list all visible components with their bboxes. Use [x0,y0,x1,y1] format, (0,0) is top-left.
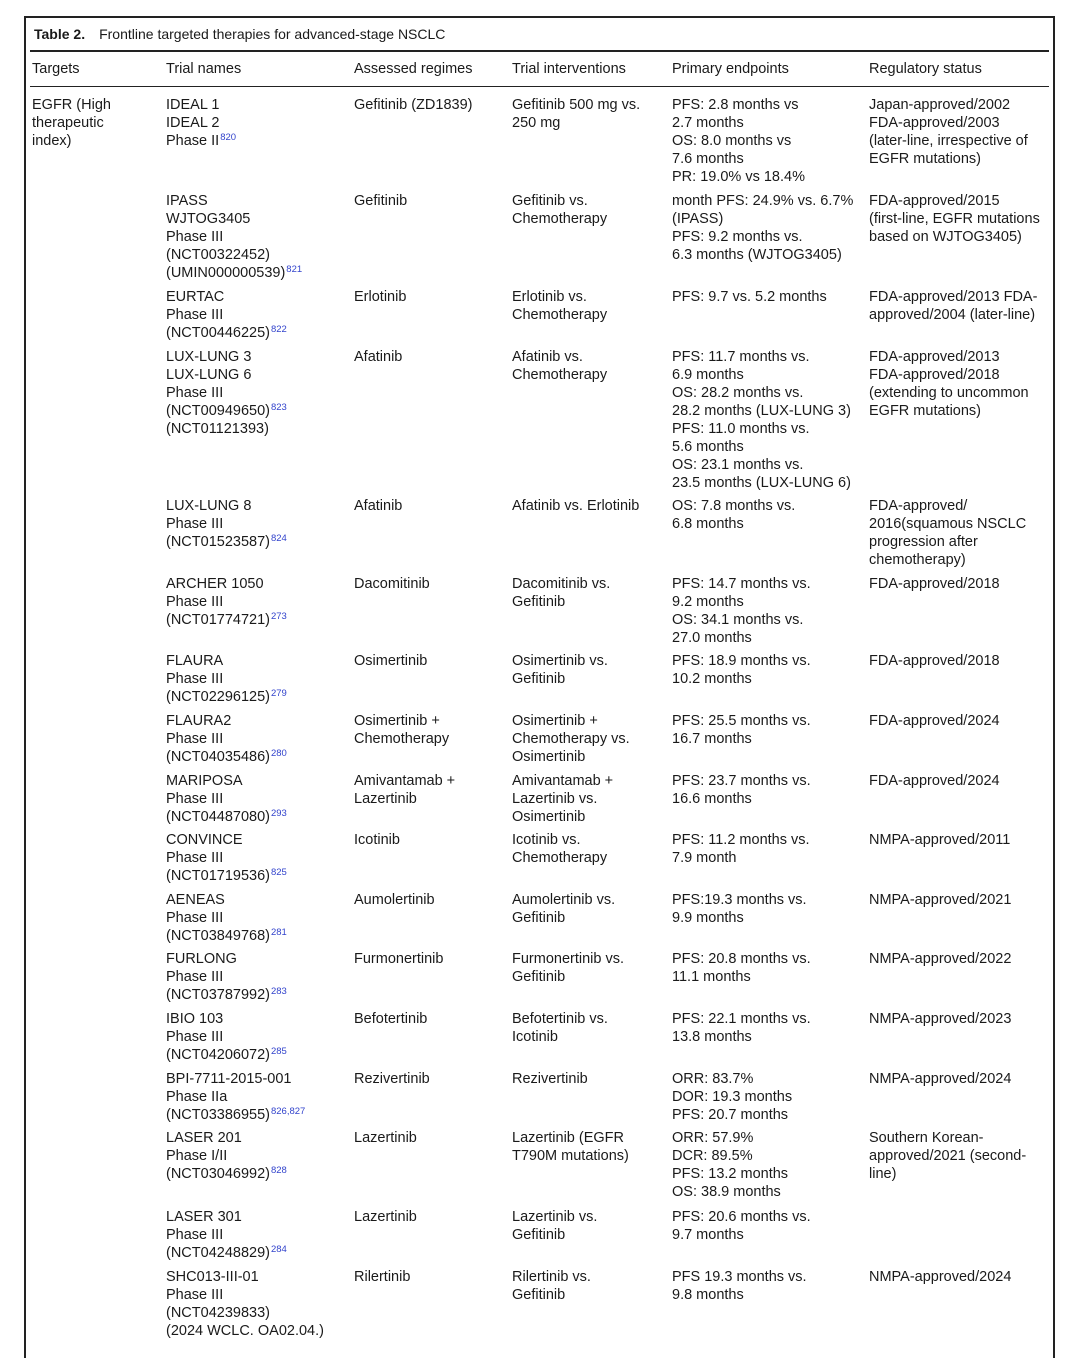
trial-name-cell: LASER 201 Phase I/II $(NCT03046992)^{828}$ [166,1130,287,1182]
primary-endpoints-cell: ORR: 83.7% DOR: 19.3 months PFS: 20.7 months [672,1071,793,1123]
trial-intervention-cell: Icotinib vs. Chemotherapy [512,832,608,866]
reference-superscript[interactable]: 281 [270,927,287,938]
trial-intervention-cell: Aumolertinib vs. Gefitinib [512,892,616,926]
primary-endpoints-cell: PFS: 11.2 months vs. 7.9 month [672,832,810,866]
trial-intervention-cell: Osimertinib vs. Gefitinib [512,653,608,687]
trial-name-cell: AENEAS Phase III $(NCT03849768)^{281}$ [166,892,287,944]
primary-endpoints-cell: PFS:19.3 months vs. 9.9 months [672,892,807,926]
trial-name-cell: EURTAC Phase III $(NCT00446225)^{822}$ [166,289,287,341]
assessed-regime-cell: Icotinib [354,832,400,848]
header-regulatory-status: Regulatory status [869,61,982,77]
trial-name-cell: BPI-7711-2015-001 Phase IIa $(NCT03386955)^{826,827}$ [166,1071,306,1123]
assessed-regime-cell: Aumolertinib [354,892,435,908]
trial-intervention-cell: Dacomitinib vs. Gefitinib [512,576,611,610]
assessed-regime-cell: Lazertinib [354,1130,417,1146]
regulatory-status-cell: NMPA-approved/2023 [869,1011,1012,1027]
header-trial-interventions: Trial interventions [512,61,626,77]
reference-superscript[interactable]: 823 [270,402,287,413]
assessed-regime-cell: Osimertinib [354,653,428,669]
assessed-regime-cell: Befotertinib [354,1011,428,1027]
primary-endpoints-cell: PFS: 18.9 months vs. 10.2 months [672,653,811,687]
primary-endpoints-cell: PFS 19.3 months vs. 9.8 months [672,1269,807,1303]
reference-superscript[interactable]: 283 [270,986,287,997]
trial-name-cell: IBIO 103 Phase III $(NCT04206072)^{285}$ [166,1011,287,1063]
primary-endpoints-cell: PFS: 25.5 months vs. 16.7 months [672,713,811,747]
top-rule [30,50,1049,52]
assessed-regime-cell: Amivantamab + Lazertinib [354,773,456,807]
primary-endpoints-cell: PFS: 2.8 months vs 2.7 months OS: 8.0 months vs 7.6 months PR: 19.0% vs 18.4% [672,97,805,185]
reference-superscript[interactable]: 293 [270,808,287,819]
regulatory-status-cell: FDA-approved/ 2016(squamous NSCLC progression after chemotherapy) [869,498,1027,568]
trial-name-cell: CONVINCE Phase III $(NCT01719536)^{825}$ [166,832,287,884]
reference-superscript[interactable]: 284 [270,1244,287,1255]
regulatory-status-cell: FDA-approved/2013 FDA- approved/2004 (later-line) [869,289,1038,323]
assessed-regime-cell: Gefitinib (ZD1839) [354,97,473,113]
regulatory-status-cell: FDA-approved/2015 (first-line, EGFR mutations based on WJTOG3405) [869,193,1040,245]
reference-superscript[interactable]: 820 [220,132,237,143]
reference-superscript[interactable]: 280 [270,748,287,759]
trial-name-cell: LUX-LUNG 3 LUX-LUNG 6 Phase III $(NCT00949650)^{823}$ (NCT01121393) [166,349,287,437]
regulatory-status-cell: NMPA-approved/2024 [869,1269,1012,1285]
regulatory-status-cell: NMPA-approved/2021 [869,892,1012,908]
trial-intervention-cell: Erlotinib vs. Chemotherapy [512,289,608,323]
trial-name-cell: LUX-LUNG 8 Phase III $(NCT01523587)^{824}$ [166,498,287,550]
assessed-regime-cell: Osimertinib + Chemotherapy [354,713,450,747]
primary-endpoints-cell: PFS: 14.7 months vs. 9.2 months OS: 34.1 months vs. 27.0 months [672,576,811,646]
trial-intervention-cell: Afatinib vs. Erlotinib [512,498,640,514]
trial-name-cell: LASER 301 Phase III $(NCT04248829)^{284}$ [166,1209,287,1261]
assessed-regime-cell: Furmonertinib [354,951,444,967]
reference-superscript[interactable]: 828 [270,1165,287,1176]
table-frame [24,16,1055,1358]
primary-endpoints-cell: PFS: 9.7 vs. 5.2 months [672,289,827,305]
table-caption [34,26,445,42]
reference-superscript[interactable]: 822 [270,324,287,335]
header-rule [30,86,1049,87]
reference-superscript[interactable]: 824 [270,533,287,544]
trial-intervention-cell: Osimertinib + Chemotherapy vs. Osimertinib [512,713,630,765]
trial-name-cell: FURLONG Phase III $(NCT03787992)^{283}$ [166,951,287,1003]
assessed-regime-cell: Rezivertinib [354,1071,430,1087]
trial-name-cell: IDEAL 1 IDEAL 2 Phase II$^{820}$ [166,97,237,149]
assessed-regime-cell: Dacomitinib [354,576,430,592]
trial-intervention-cell: Lazertinib (EGFR T790M mutations) [512,1130,629,1164]
trial-intervention-cell: Rilertinib vs. Gefitinib [512,1269,591,1303]
primary-endpoints-cell: month PFS: 24.9% vs. 6.7% (IPASS) PFS: 9.2 months vs. 6.3 months (WJTOG3405) [672,193,854,263]
header-trial-names: Trial names [166,61,242,77]
primary-endpoints-cell: OS: 7.8 months vs. 6.8 months [672,498,796,532]
trial-intervention-cell: Amivantamab + Lazertinib vs. Osimertinib [512,773,614,825]
header-primary-endpoints: Primary endpoints [672,61,789,77]
assessed-regime-cell: Afatinib [354,498,403,514]
regulatory-status-cell: FDA-approved/2024 [869,713,1000,729]
trial-intervention-cell: Rezivertinib [512,1071,588,1087]
trial-name-cell: IPASS WJTOG3405 Phase III (NCT00322452) (UMIN000000539)$^{821}$ [166,193,303,281]
trial-intervention-cell: Afatinib vs. Chemotherapy [512,349,608,383]
assessed-regime-cell: Lazertinib [354,1209,417,1225]
regulatory-status-cell: FDA-approved/2018 [869,653,1000,669]
assessed-regime-cell: Rilertinib [354,1269,411,1285]
header-targets: Targets [32,61,80,77]
primary-endpoints-cell: PFS: 22.1 months vs. 13.8 months [672,1011,811,1045]
regulatory-status-cell: Japan-approved/2002 FDA-approved/2003 (later-line, irrespective of EGFR mutations) [869,97,1028,167]
trial-intervention-cell: Lazertinib vs. Gefitinib [512,1209,598,1243]
reference-superscript[interactable]: 273 [270,611,287,622]
regulatory-status-cell: Southern Korean- approved/2021 (second- line) [869,1130,1027,1182]
trial-name-cell: FLAURA Phase III $(NCT02296125)^{279}$ [166,653,287,705]
primary-endpoints-cell: PFS: 20.6 months vs. 9.7 months [672,1209,811,1243]
trial-intervention-cell: Gefitinib vs. Chemotherapy [512,193,608,227]
table-label: Table 2. [34,26,86,42]
primary-endpoints-cell: PFS: 11.7 months vs. 6.9 months OS: 28.2 months vs. 28.2 months (LUX-LUNG 3) PFS: 11.0 months vs. 5.6 months OS: 23.1 months vs. 23.5 months (LUX-LUNG 6) [672,349,851,491]
trial-intervention-cell: Furmonertinib vs. Gefitinib [512,951,625,985]
reference-superscript[interactable]: 825 [270,867,287,878]
trial-intervention-cell: Gefitinib 500 mg vs. 250 mg [512,97,641,131]
table-title: Frontline targeted therapies for advanced-stage NSCLC [99,26,446,42]
trial-name-cell: SHC013-III-01 Phase III (NCT04239833) (2024 WCLC. OA02.04.) [166,1269,324,1339]
assessed-regime-cell: Afatinib [354,349,403,365]
reference-superscript[interactable]: 285 [270,1046,287,1057]
primary-endpoints-cell: PFS: 20.8 months vs. 11.1 months [672,951,811,985]
regulatory-status-cell: NMPA-approved/2022 [869,951,1012,967]
trial-name-cell: ARCHER 1050 Phase III $(NCT01774721)^{273}$ [166,576,287,628]
assessed-regime-cell: Gefitinib [354,193,408,209]
assessed-regime-cell: Erlotinib [354,289,407,305]
target-egfr: EGFR (High therapeutic index) [32,97,111,149]
reference-superscript[interactable]: 279 [270,688,287,699]
primary-endpoints-cell: ORR: 57.9% DCR: 89.5% PFS: 13.2 months OS: 38.9 months [672,1130,789,1200]
reference-superscript[interactable]: 826,827 [270,1106,306,1117]
primary-endpoints-cell: PFS: 23.7 months vs. 16.6 months [672,773,811,807]
regulatory-status-cell: NMPA-approved/2011 [869,832,1011,848]
regulatory-status-cell: FDA-approved/2018 [869,576,1000,592]
trial-name-cell: MARIPOSA Phase III $(NCT04487080)^{293}$ [166,773,287,825]
regulatory-status-cell: FDA-approved/2024 [869,773,1000,789]
trial-intervention-cell: Befotertinib vs. Icotinib [512,1011,608,1045]
trial-name-cell: FLAURA2 Phase III $(NCT04035486)^{280}$ [166,713,287,765]
regulatory-status-cell: FDA-approved/2013 FDA-approved/2018 (extending to uncommon EGFR mutations) [869,349,1029,419]
header-assessed-regimes: Assessed regimes [354,61,473,77]
regulatory-status-cell: NMPA-approved/2024 [869,1071,1012,1087]
reference-superscript[interactable]: 821 [286,264,303,275]
